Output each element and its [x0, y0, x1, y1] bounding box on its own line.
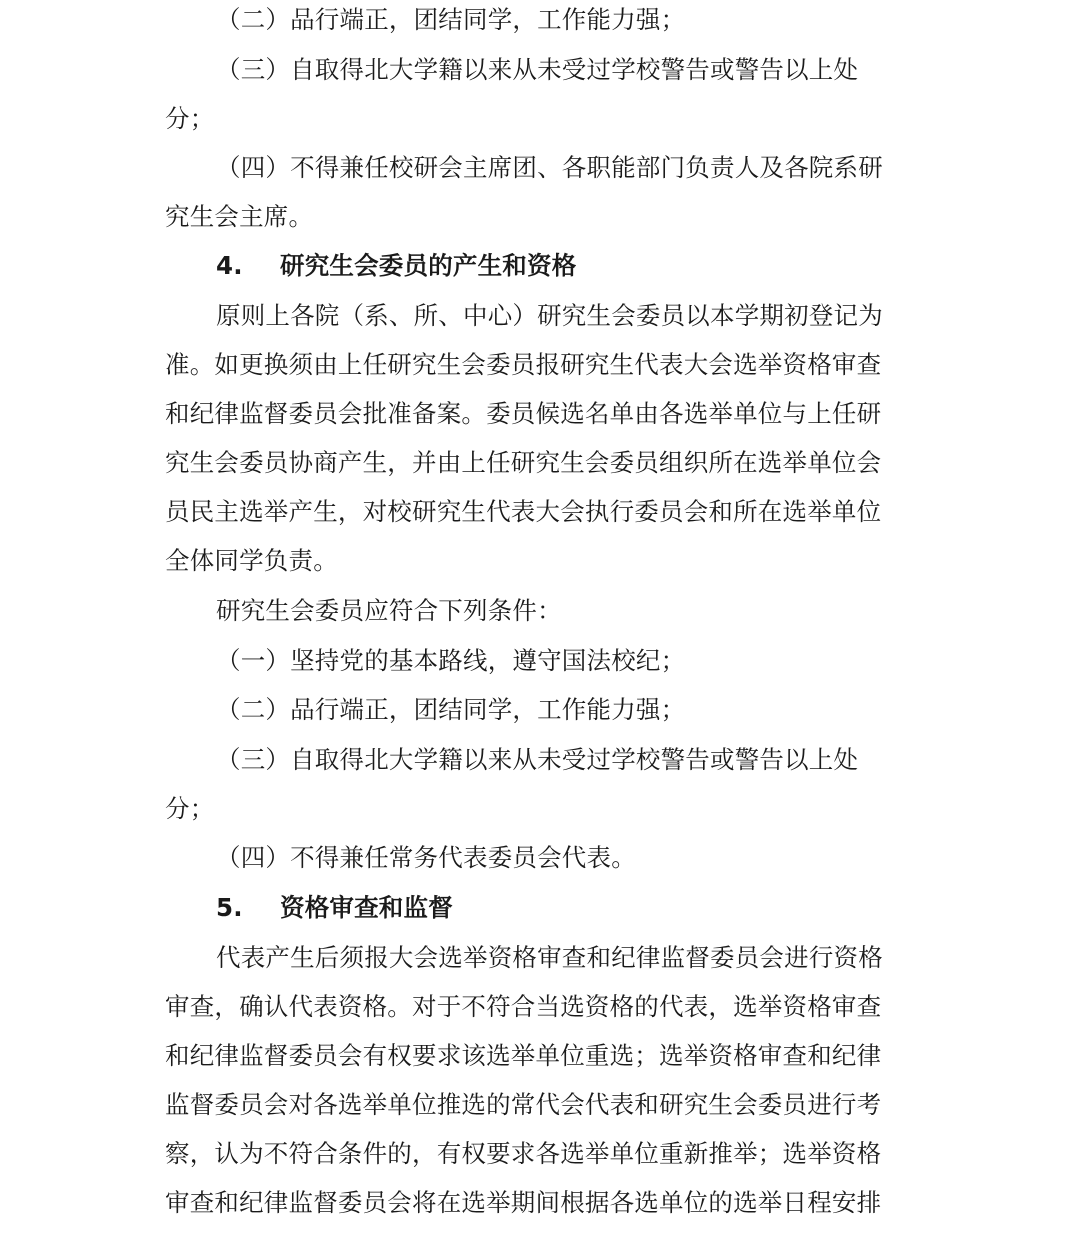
section-4-title: 研究生会委员的产生和资格	[280, 251, 577, 280]
section-5-paragraph-line: 监督委员会对各选举单位推选的常代会代表和研究生会委员进行考	[165, 1090, 882, 1119]
condition-item-3-line-2: 分；	[165, 104, 215, 133]
section-4-paragraph-line: 准。如更换须由上任研究生会委员报研究生代表大会选举资格审查	[165, 350, 882, 379]
section-5-paragraph-line: 代表产生后须报大会选举资格审查和纪律监督委员会进行资格	[216, 943, 883, 972]
section-4-paragraph-line: 全体同学负责。	[165, 546, 338, 575]
section-4-paragraph-line: 原则上各院（系、所、中心）研究生会委员以本学期初登记为	[216, 301, 883, 330]
section-4-condition-item-2: （二）品行端正，团结同学，工作能力强；	[216, 695, 686, 724]
section-5-paragraph-line: 审查，确认代表资格。对于不符合当选资格的代表，选举资格审查	[165, 992, 882, 1021]
section-4-paragraph-line: 究生会委员协商产生，并由上任研究生会委员组织所在选举单位会	[165, 448, 882, 477]
section-5-heading	[216, 893, 453, 923]
section-4-paragraph-line: 和纪律监督委员会批准备案。委员候选名单由各选举单位与上任研	[165, 399, 882, 428]
section-5-paragraph-line: 和纪律监督委员会有权要求该选举单位重选；选举资格审查和纪律	[165, 1041, 882, 1070]
section-5-title: 资格审查和监督	[280, 893, 453, 922]
condition-item-4-line-1: （四）不得兼任校研会主席团、各职能部门负责人及各院系研	[216, 153, 883, 182]
condition-item-4-line-2: 究生会主席。	[165, 202, 314, 231]
section-4-heading	[216, 251, 576, 281]
section-4-condition-item-4: （四）不得兼任常务代表委员会代表。	[216, 843, 636, 872]
section-5-paragraph-line: 察，认为不符合条件的，有权要求各选举单位重新推举；选举资格	[165, 1139, 882, 1168]
section-4-number: 4.	[216, 251, 243, 280]
section-4-condition-item-1: （一）坚持党的基本路线，遵守国法校纪；	[216, 646, 686, 675]
condition-item-2: （二）品行端正，团结同学，工作能力强；	[216, 5, 686, 34]
section-4-paragraph-line: 员民主选举产生，对校研究生代表大会执行委员会和所在选举单位	[165, 497, 882, 526]
section-4-condition-item-3-line-1: （三）自取得北大学籍以来从未受过学校警告或警告以上处	[216, 745, 859, 774]
section-5-paragraph-line: 审查和纪律监督委员会将在选举期间根据各选单位的选举日程安排	[165, 1188, 882, 1217]
section-4-condition-item-3-line-2: 分；	[165, 794, 215, 823]
condition-item-3-line-1: （三）自取得北大学籍以来从未受过学校警告或警告以上处	[216, 55, 859, 84]
section-4-conditions-intro: 研究生会委员应符合下列条件：	[216, 596, 562, 625]
section-5-number: 5.	[216, 893, 243, 922]
